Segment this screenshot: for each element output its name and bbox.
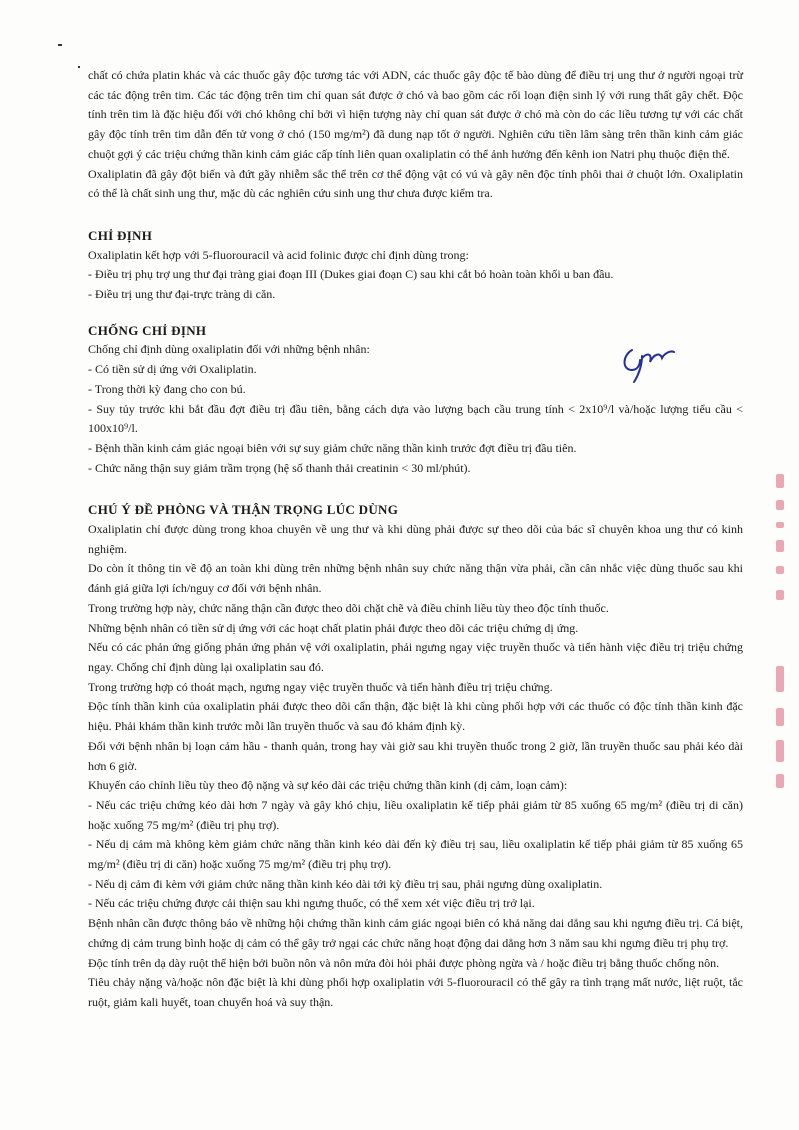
paragraph: Oxaliplatin kết hợp với 5-fluorouracil và acid folinic được chỉ định dùng trong:	[88, 247, 469, 262]
list-item: - Có tiền sử dị ứng với Oxaliplatin.	[88, 362, 257, 377]
paragraph: Độc tính trên dạ dày ruột thể hiện bởi buồn nôn và nôn mửa đòi hỏi phải được phòng ngừa và / hoặc điều trị bằng thuốc chống nôn.	[88, 955, 720, 970]
list-item: - Nếu dị cảm mà không kèm giảm chức năng thần kinh kéo dài đến kỳ điều trị sau, liều oxaliplatin kế tiếp phải giảm từ 85 xuống 65 mg/m² (điều trị di căn) hoặc xuống 75 mg/m² (điều trị phụ trợ).	[88, 837, 743, 872]
paragraph: Chống chỉ định dùng oxaliplatin đối với những bệnh nhân:	[88, 342, 370, 357]
scan-dot	[78, 66, 80, 68]
paragraph: Đối với bệnh nhân bị loạn cảm hầu - thanh quản, trong hay vài giờ sau khi truyền thuốc trong 2 giờ, lần truyền thuốc sau phải kéo dài hơn 6 giờ.	[88, 738, 743, 773]
list-item: - Nếu các triệu chứng kéo dài hơn 7 ngày và gây khó chịu, liều oxaliplatin kế tiếp phải giảm từ 85 xuống 65 mg/m² (điều trị di căn) hoặc xuống 75 mg/m² (điều trị phụ trợ).	[88, 797, 743, 832]
scan-mark	[58, 44, 62, 46]
paragraph: Trong trường hợp có thoát mạch, ngưng ngay việc truyền thuốc và tiến hành điều trị triệu chứng.	[88, 679, 553, 694]
list-item: - Chức năng thận suy giảm trầm trọng (hệ số thanh thải creatinin < 30 ml/phút).	[88, 460, 471, 475]
paragraph: Độc tính thần kinh của oxaliplatin phải được theo dõi cẩn thận, đặc biệt là khi cùng phối hợp với các thuốc có độc tính thần kinh đặc hiệu. Phải khám thần kinh trước mỗi lần truyền thuốc và sau đó khám định kỳ.	[88, 699, 743, 734]
document-page	[88, 66, 743, 1013]
paragraph: Oxaliplatin đã gây đột biến và đứt gãy nhiễm sắc thể trên cơ thể động vật có vú và gây nên độc tính phôi thai ở chuột lớn. Oxaliplatin có thể là chất sinh ung thư, mặc dù các nghiên cứu sinh ung thư chưa được kiểm tra.	[88, 166, 743, 201]
list-item: - Điều trị ung thư đại-trực tràng di căn.	[88, 287, 276, 302]
section-heading-chi-dinh: CHỈ ĐỊNH	[88, 227, 153, 243]
paragraph: Tiêu chảy nặng và/hoặc nôn đặc biệt là khi dùng phối hợp oxaliplatin với 5-fluorouracil có thể gây ra tình trạng mất nước, liệt ruột, tắc ruột, giảm kali huyết, toan chuyển hoá và suy thận.	[88, 975, 743, 1009]
handwritten-signature	[618, 336, 680, 384]
paragraph: Những bệnh nhân có tiền sử dị ứng với các hoạt chất platin phải được theo dõi các triệu chứng dị ứng.	[88, 620, 579, 635]
list-item: - Trong thời kỳ đang cho con bú.	[88, 381, 246, 396]
list-item: - Nếu dị cảm đi kèm với giảm chức năng thần kinh kéo dài tới kỳ điều trị sau, phải ngưng dùng oxaliplatin.	[88, 876, 603, 891]
paragraph: Trong trường hợp này, chức năng thận cần được theo dõi chặt chẽ và điều chỉnh liều tùy theo độc tính thuốc.	[88, 600, 609, 615]
paragraph: Nếu có các phản ứng giống phản ứng phản vệ với oxaliplatin, phải ngưng ngay việc truyền thuốc và tiến hành việc điều trị triệu chứng ngay. Chống chỉ định dùng lại oxaliplatin sau đó.	[88, 640, 743, 674]
list-item: - Nếu các triệu chứng được cải thiện sau khi ngưng thuốc, có thể xem xét việc điều trị trở lại.	[88, 896, 535, 911]
paragraph: Do còn ít thông tin về độ an toàn khi dùng trên những bệnh nhân suy chức năng thận vừa phải, cần cân nhắc việc dùng thuốc sau khi đánh giá giữa lợi ích/nguy cơ đối với bệnh nhân.	[88, 561, 743, 596]
section-heading-chong-chi-dinh: CHỐNG CHỈ ĐỊNH	[88, 322, 207, 338]
list-item: - Bệnh thần kinh cảm giác ngoại biên với sự suy giảm chức năng thần kinh trước đợt điều trị đầu tiên.	[88, 440, 577, 455]
paragraph: Khuyến cáo chỉnh liều tùy theo độ nặng và sự kéo dài các triệu chứng thần kinh (dị cảm, loạn cảm):	[88, 778, 568, 793]
list-item: - Suy tủy trước khi bắt đầu đợt điều trị đầu tiên, bằng cách dựa vào lượng bạch cầu trung tính < 2x10⁹/l và/hoặc lượng tiểu cầu < 100x10⁹/l.	[88, 401, 743, 436]
paragraph: Bệnh nhân cần được thông báo về những hội chứng thần kinh cảm giác ngoại biên có khả năng dai dẳng sau khi ngưng điều trị. Cá biệt, chứng dị cảm trung bình hoặc dị cảm có thể gây trở ngại các chức năng hoạt động dai dẳng hơn 3 năm sau khi ngưng điều trị phụ trợ.	[88, 916, 743, 950]
paragraph: Oxaliplatin chỉ được dùng trong khoa chuyên về ung thư và khi dùng phải được sự theo dõi của bác sĩ chuyên khoa ung thư có kinh nghiệm.	[88, 522, 743, 556]
red-stamp-marks	[772, 470, 792, 800]
paragraph: chất có chứa platin khác và các thuốc gây độc tương tác với ADN, các thuốc gây độc tế bào dùng để điều trị ung thư ở người ngoại trừ các tác động trên tim. Các tác động trên tim chỉ quan sát được ở chó và bao gồm các rối loạn điện sinh lý với rung thất gây chết. Độc tính trên tim là đặc hiệu đối với chó không chỉ bởi vì hiện tượng này chỉ quan sát được ở chó mà còn do các liều tương tự với các chất gây độc tính trên tim dẫn đến tử vong ở chó (150 mg/m²) đã dung nạp tốt ở người. Nghiên cứu tiền lâm sàng trên thần kinh cảm giác chuột gợi ý các triệu chứng thần kinh cảm giác cấp tính liên quan oxaliplatin có thể ảnh hưởng đến kênh ion Natri phụ thuộc điện thế.	[88, 68, 743, 161]
list-item: - Điều trị phụ trợ ung thư đại tràng giai đoạn III (Dukes giai đoạn C) sau khi cắt bỏ hoàn toàn khối u ban đầu.	[88, 267, 614, 282]
section-heading-chu-y: CHÚ Ý ĐỀ PHÒNG VÀ THẬN TRỌNG LÚC DÙNG	[88, 502, 399, 518]
